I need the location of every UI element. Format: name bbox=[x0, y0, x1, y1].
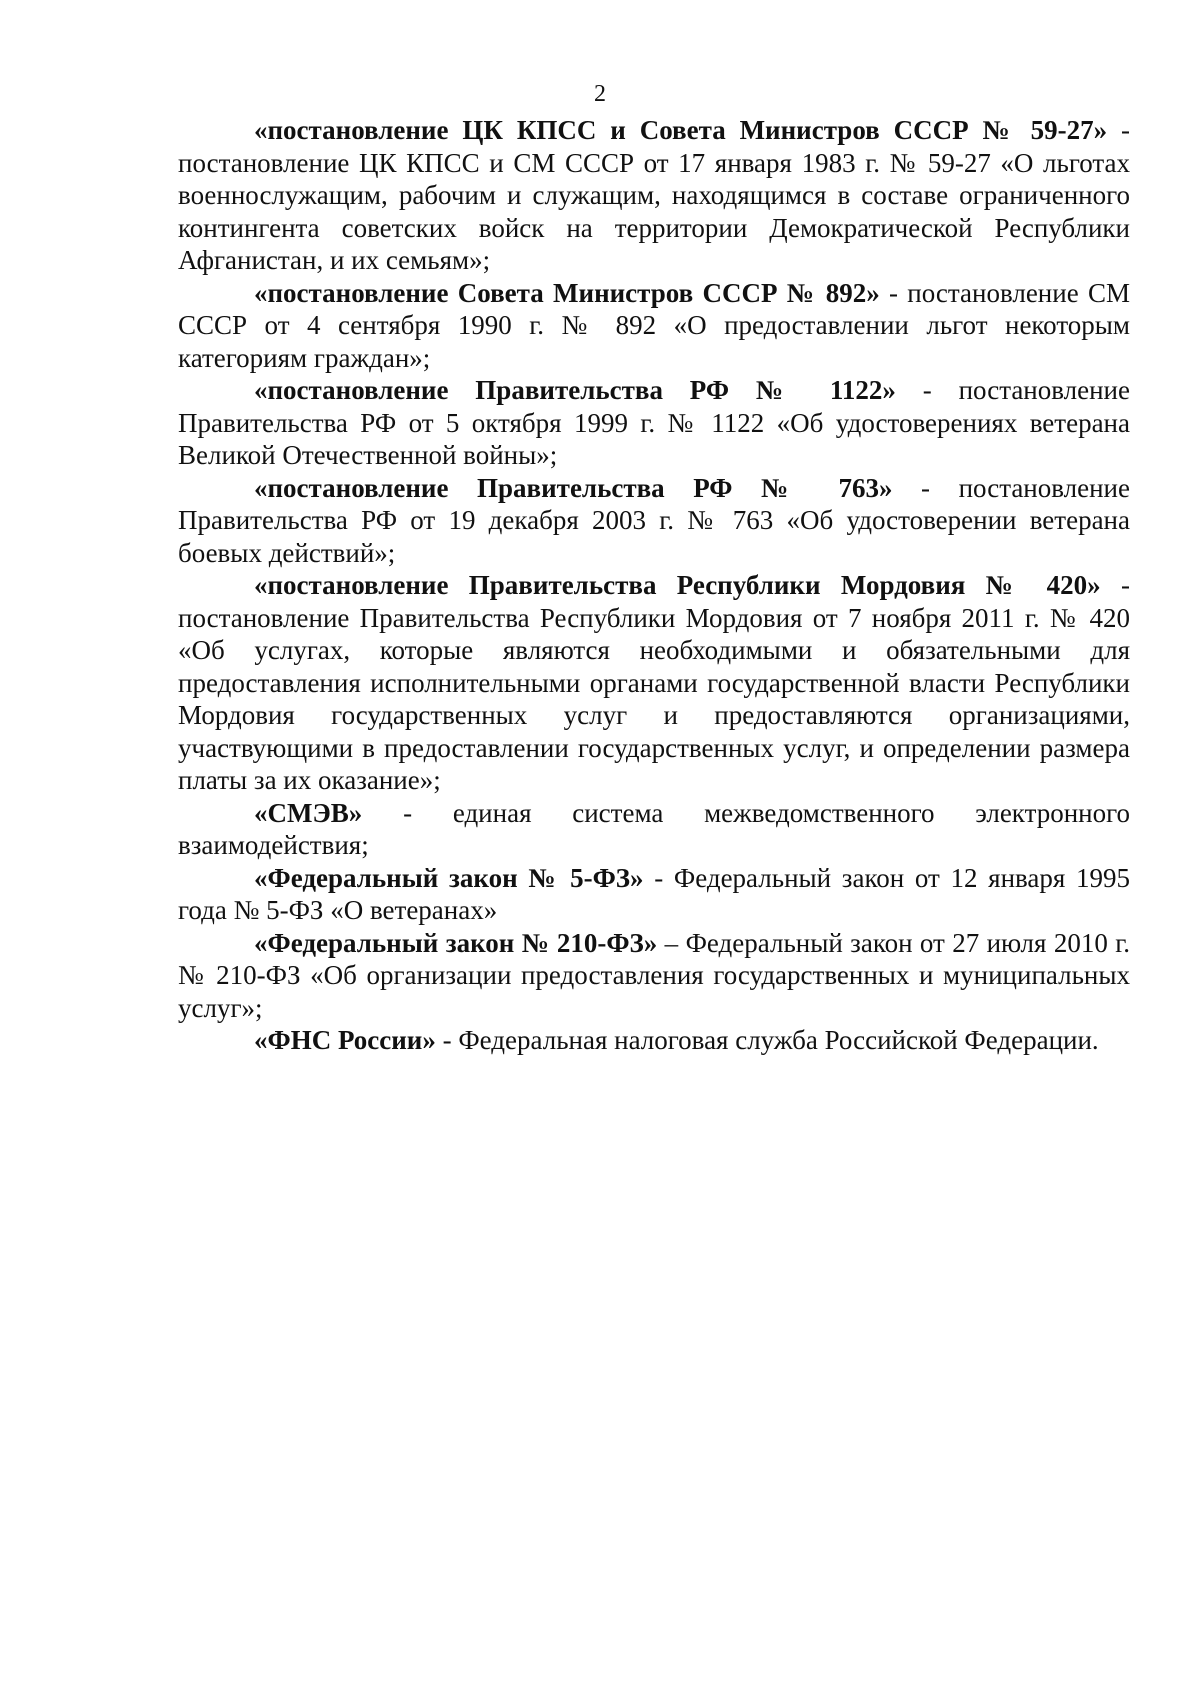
definition-entry bbox=[178, 472, 1130, 570]
definitions-list bbox=[178, 114, 1130, 1057]
definition-entry bbox=[178, 797, 1130, 862]
definition-text: - постановление СМ СССР от 4 сентября 1990 г. № 892 «О предоставлении льгот некоторым категориям граждан»; bbox=[178, 277, 1130, 373]
definition-term: «Федеральный закон № 210-ФЗ» bbox=[254, 927, 658, 958]
definition-text: - единая система межведомственного электронного взаимодействия; bbox=[178, 797, 1130, 860]
definition-term: «СМЭВ» bbox=[254, 797, 363, 828]
page-number: 2 bbox=[594, 81, 606, 107]
definition-entry bbox=[178, 927, 1130, 1025]
definition-text: - Федеральный закон от 12 января 1995 года № 5-ФЗ «О ветеранах» bbox=[178, 862, 1130, 925]
definition-text: – Федеральный закон от 27 июля 2010 г. № 210-ФЗ «Об организации предоставления государственных и муниципальных услуг»; bbox=[178, 927, 1130, 1023]
definition-text: - постановление Правительства Республики Мордовия от 7 ноября 2011 г. № 420 «Об услугах, которые являются необходимыми и обязательными для предоставления исполнительными органами государственной власти Республики Мордовия государственных услуг и предоставляются организациями, участвующими в предоставлении государственных услуг, и определении размера платы за их оказание»; bbox=[178, 570, 1130, 795]
definition-text: - постановление Правительства РФ от 5 октября 1999 г. № 1122 «Об удостоверениях ветерана Великой Отечественной войны»; bbox=[178, 375, 1130, 470]
definition-entry bbox=[178, 114, 1130, 277]
definition-entry bbox=[178, 374, 1130, 472]
definition-text: - Федеральная налоговая служба Российской Федерации. bbox=[435, 1025, 1099, 1055]
definition-entry bbox=[178, 1024, 1130, 1057]
definition-entry bbox=[178, 277, 1130, 375]
definition-term: «ФНС России» bbox=[254, 1025, 436, 1055]
definition-text: - постановление ЦК КПСС и СМ СССР от 17 января 1983 г. № 59-27 «О льготах военнослужащим, рабочим и служащим, находящимся в составе ограниченного контингента советских войск на территории Демократической Республики Афганистан, и их семьям»; bbox=[178, 115, 1130, 275]
definition-term: «постановление ЦК КПСС и Совета Министров СССР № 59-27» bbox=[254, 115, 1108, 145]
definition-term: «постановление Правительства РФ № 763» bbox=[254, 472, 893, 503]
definition-entry bbox=[178, 569, 1130, 797]
definition-term: «постановление Правительства РФ № 1122» bbox=[254, 375, 896, 405]
definition-term: «постановление Правительства Республики Мордовия № 420» bbox=[254, 570, 1101, 600]
definition-term: «Федеральный закон № 5-ФЗ» bbox=[254, 862, 644, 893]
definition-text: - постановление Правительства РФ от 19 декабря 2003 г. № 763 «Об удостоверении ветерана боевых действий»; bbox=[178, 472, 1130, 568]
definition-entry bbox=[178, 862, 1130, 927]
definition-term: «постановление Совета Министров СССР № 892» bbox=[254, 277, 880, 308]
